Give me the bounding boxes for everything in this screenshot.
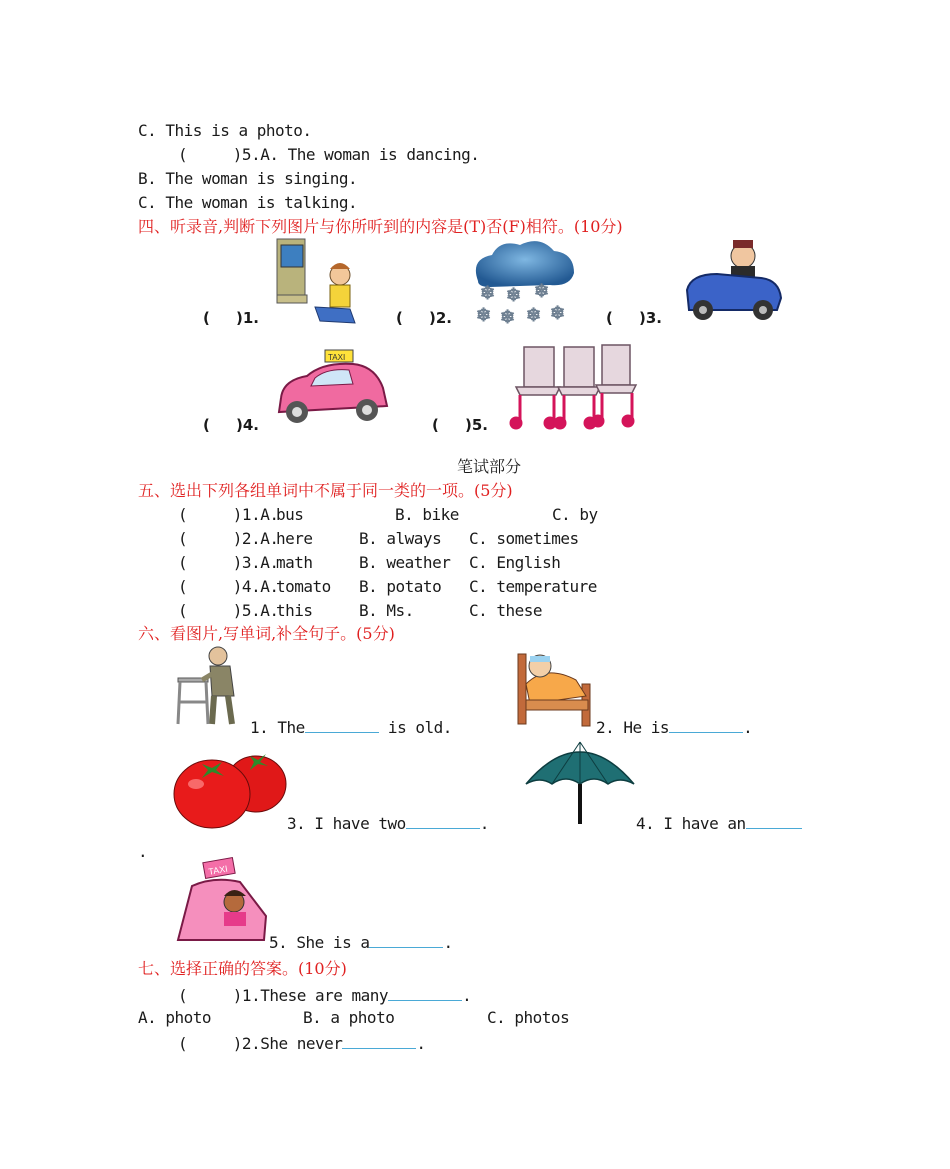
svg-text:❄: ❄: [500, 307, 516, 327]
s5-row3-a: math: [276, 553, 313, 572]
s4-item3-label: ( )3.: [606, 309, 662, 327]
s5-row2-a: here: [276, 529, 313, 548]
old-man-walker-image: [172, 644, 252, 728]
section5-title: 五、选出下列各组单词中不属于同一类的一项。(5分): [138, 481, 513, 500]
q3-question-5: ( )5.A. The woman is dancing.: [178, 145, 480, 164]
s5-row2-b: B. always: [359, 529, 442, 548]
svg-text:❄: ❄: [480, 283, 496, 304]
svg-text:❄: ❄: [534, 281, 550, 302]
q3-option-c5: C. The woman is talking.: [138, 193, 358, 212]
s7-q1-option-c: C. photos: [487, 1008, 570, 1027]
s7-blank1[interactable]: [388, 984, 462, 1001]
s6-blank1[interactable]: [305, 716, 379, 733]
svg-text:❄: ❄: [526, 305, 542, 326]
s6-blank5[interactable]: [369, 931, 443, 948]
svg-text:❄: ❄: [550, 303, 566, 324]
s5-row1-b: B. bike: [395, 505, 459, 524]
s4-item4-label: ( )4.: [203, 416, 259, 434]
taxi-image: [275, 348, 391, 428]
written-part-heading: 笔试部分: [457, 457, 522, 476]
s6-sentence1: 1. The is old.: [250, 718, 452, 737]
s6-sentence4: 4. I have an: [636, 812, 802, 834]
s5-row5-num: ( )5.A.: [178, 601, 279, 620]
s5-row2-c: C. sometimes: [469, 529, 579, 548]
s5-row1-a: bus: [276, 505, 304, 524]
svg-text:TAXI: TAXI: [207, 863, 229, 877]
sick-boy-in-bed-image: [516, 644, 596, 730]
s5-row3-b: B. weather: [359, 553, 451, 572]
s5-row4-c: C. temperature: [469, 577, 597, 596]
svg-text:TAXI: TAXI: [328, 353, 346, 362]
s5-row4-num: ( )4.A.: [178, 577, 279, 596]
s7-q1-option-a: A. photo: [138, 1008, 212, 1027]
section7-title: 七、选择正确的答案。(10分): [138, 959, 347, 978]
s4-item1-label: ( )1.: [203, 309, 259, 327]
s7-question1: ( )1.These are many .: [178, 986, 472, 1005]
umbrella-image: [524, 740, 636, 830]
man-driving-car-image: [681, 238, 785, 326]
girl-in-taxi-image: [174, 856, 270, 946]
s6-sentence3: 3. I have two .: [287, 814, 489, 833]
s5-row3-num: ( )3.A.: [178, 553, 279, 572]
s5-row5-a: this: [276, 601, 313, 620]
q3-option-c4: C. This is a photo.: [138, 121, 312, 140]
section6-title: 六、看图片,写单词,补全句子。(5分): [138, 624, 395, 643]
s5-row4-b: B. potato: [359, 577, 442, 596]
svg-text:❄: ❄: [506, 285, 522, 306]
s7-blank2[interactable]: [342, 1032, 416, 1049]
tomatoes-image: [172, 748, 290, 830]
snow-cloud-image: [470, 239, 576, 327]
svg-text:❄: ❄: [476, 305, 492, 326]
s5-row3-c: C. English: [469, 553, 561, 572]
s6-blank4[interactable]: [746, 812, 802, 829]
s7-question2: ( )2.She never .: [178, 1034, 426, 1053]
s6-sentence5: 5. She is a .: [269, 933, 453, 952]
s5-row1-c: C. by: [552, 505, 598, 524]
s6-blank2[interactable]: [669, 716, 743, 733]
s6-sentence2: 2. He is .: [596, 718, 753, 737]
section4-title: 四、听录音,判断下列图片与你所听到的内容是(T)否(F)相符。(10分): [138, 217, 623, 236]
s4-item5-label: ( )5.: [432, 416, 488, 434]
s7-q1-option-b: B. a photo: [303, 1008, 395, 1027]
s6-blank3[interactable]: [406, 812, 480, 829]
s5-row5-b: B. Ms.: [359, 601, 414, 620]
boy-watching-tv-image: [275, 237, 365, 327]
chairs-image: [506, 343, 640, 431]
s6-sentence4-period: .: [138, 842, 148, 861]
s5-row2-num: ( )2.A.: [178, 529, 279, 548]
s5-row1-num: ( )1.A.: [178, 505, 279, 524]
s5-row5-c: C. these: [469, 601, 543, 620]
q3-option-b5: B. The woman is singing.: [138, 169, 358, 188]
s4-item2-label: ( )2.: [396, 309, 452, 327]
s5-row4-a: tomato: [276, 577, 331, 596]
